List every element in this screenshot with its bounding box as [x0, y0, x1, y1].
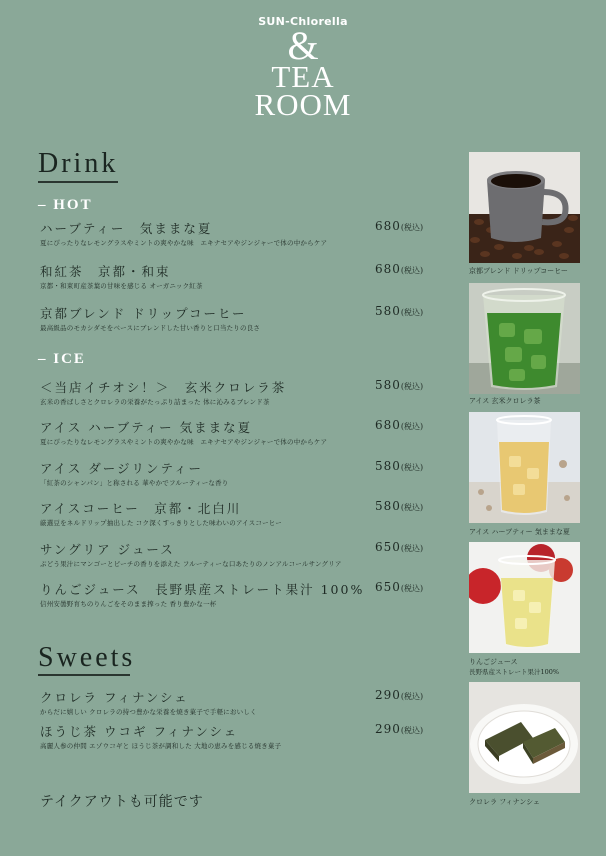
item-name: アイス ダージリンティー: [40, 461, 203, 476]
item-desc: ぶどう果汁にマンゴーとピーチの香りを添えた フルーティーな口あたりのノンアルコールサングリア: [40, 560, 342, 568]
item-price: 580(税込): [375, 499, 424, 513]
brand-name: SUN-Chlorella: [258, 15, 348, 28]
photo-caption-sub: 長野県産ストレート果汁100%: [469, 668, 560, 676]
green-tea-glass-photo: [469, 283, 580, 394]
item-price: 580(税込): [375, 378, 424, 392]
item-name: アイスコーヒー 京都・北白川: [40, 501, 242, 516]
item-desc: 夏にぴったりなレモングラスやミントの爽やかな味 エキナセアやジンジャーで体の中からケア: [40, 239, 328, 247]
item-name: ＜当店イチオシ！＞ 玄米クロレラ茶: [40, 380, 287, 395]
herbal-tea-glass-photo: [469, 412, 580, 523]
apple-juice-glass-photo: [469, 542, 580, 653]
sweets-title-rule: [38, 674, 130, 676]
photo-caption: アイス 玄米クロレラ茶: [469, 397, 541, 405]
photo-caption: アイス ハーブティー 気ままな夏: [469, 528, 570, 536]
item-price: 650(税込): [375, 540, 424, 554]
menu-item-hot-herbal: [38, 219, 428, 257]
menu-item-ice-darjeeling: [38, 459, 428, 497]
photo-caption: クロレラ フィナンシェ: [469, 798, 540, 806]
item-price: 650(税込): [375, 580, 424, 594]
item-name: 京都ブレンド ドリップコーヒー: [40, 306, 247, 321]
item-price: 680(税込): [375, 262, 424, 276]
financier-photo: [469, 682, 580, 793]
item-desc: 京都・和束町産茶葉の甘味を感じる オーガニック紅茶: [40, 282, 203, 290]
menu-item-ice-genmai: [38, 378, 428, 416]
menu-item-ice-herbal: [38, 418, 428, 456]
item-desc: 高麗人参の仲間 エゾウコギと ほうじ茶が調和した 大地の恵みを感じる焼き菓子: [40, 742, 282, 750]
drink-title-rule: [38, 181, 118, 183]
item-name: サングリア ジュース: [40, 542, 175, 557]
photo-caption: りんごジュース: [469, 658, 518, 666]
brand-ampersand: &: [287, 23, 319, 68]
item-desc: 厳選豆をネルドリップ抽出した コク深くすっきりとした味わいのアイスコーヒー: [40, 519, 282, 527]
menu-item-hojicha-financier: [38, 722, 428, 760]
item-desc: 夏にぴったりなレモングラスやミントの爽やかな味 エキナセアやジンジャーで体の中からケア: [40, 438, 328, 446]
item-price: 580(税込): [375, 459, 424, 473]
drink-title: Drink: [38, 148, 119, 179]
ice-label: – ICE: [38, 351, 86, 367]
sweets-title: Sweets: [38, 642, 136, 673]
item-name: アイス ハーブティー 気ままな夏: [40, 420, 253, 435]
menu-item-ice-coffee: [38, 499, 428, 537]
menu-item-chlorella-financier: [38, 688, 428, 726]
photo-caption: 京都ブレンド ドリップコーヒー: [469, 267, 568, 275]
item-name: ほうじ茶 ウコギ フィナンシェ: [40, 724, 239, 739]
item-name: ハーブティー 気ままな夏: [40, 221, 213, 236]
brand-tea: TEA: [271, 59, 335, 94]
coffee-cup-photo: [469, 152, 580, 263]
menu-item-hot-black-tea: [38, 262, 428, 300]
menu-item-hot-coffee: [38, 304, 428, 342]
item-price: 580(税込): [375, 304, 424, 318]
brand-room: ROOM: [254, 87, 352, 122]
item-price: 290(税込): [375, 722, 424, 736]
item-name: 和紅茶 京都・和束: [40, 264, 171, 279]
item-price: 290(税込): [375, 688, 424, 702]
hot-label: – HOT: [38, 197, 93, 213]
item-price: 680(税込): [375, 219, 424, 233]
item-name: りんごジュース 長野県産ストレート果汁 100%: [40, 582, 365, 597]
item-desc: 最高級品のモカシダモをベースにブレンドした甘い香りと口当たりの良さ: [40, 324, 261, 332]
item-price: 680(税込): [375, 418, 424, 432]
item-desc: 「紅茶のシャンパン」と称される 華やかでフルーティーな香り: [40, 479, 229, 487]
item-desc: からだに嬉しい クロレラの持つ豊かな栄養を焼き菓子で手軽においしく: [40, 708, 257, 716]
takeout-note: テイクアウトも可能です: [40, 794, 204, 810]
menu-item-sangria: [38, 540, 428, 578]
menu-item-apple-juice: [38, 580, 428, 618]
item-desc: 信州安曇野育ちのりんごをそのまま搾った 香り豊かな一杯: [40, 600, 217, 608]
item-name: クロレラ フィナンシェ: [40, 690, 189, 705]
item-desc: 玄米の香ばしさとクロレラの栄養がたっぷり詰まった 体に沁みるブレンド茶: [40, 398, 270, 406]
